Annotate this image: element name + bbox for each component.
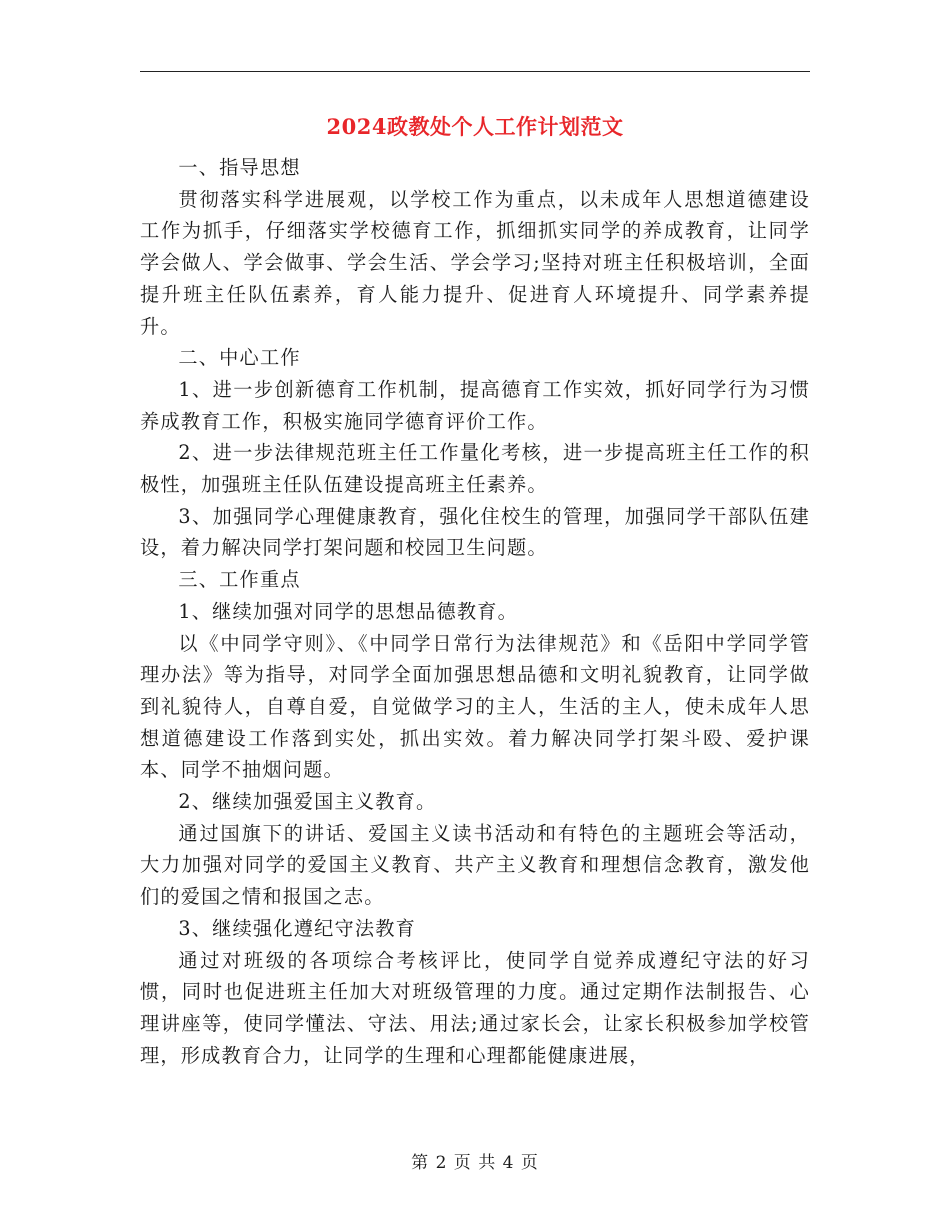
paragraph: 以《中同学守则》、《中同学日常行为法律规范》和《岳阳中学同学管理办法》等为指导，对同学全面加强思想品德和文明礼貌教育，让同学做到礼貌待人，自尊自爱，自觉做学习的主人，生活的主人，使未成年人思想道德建设工作落到实处，抓出实效。着力解决同学打架斗殴、爱护课本、同学不抽烟问题。 [140,631,810,782]
header-rule [140,71,810,72]
paragraph: 2、进一步法律规范班主任工作量化考核，进一步提高班主任工作的积极性，加强班主任队伍建设提高班主任素养。 [140,441,810,497]
paragraph: 通过国旗下的讲话、爱国主义读书活动和有特色的主题班会等活动，大力加强对同学的爱国主义教育、共产主义教育和理想信念教育，激发他们的爱国之情和报国之志。 [140,821,810,909]
paragraph: 3、加强同学心理健康教育，强化住校生的管理，加强同学干部队伍建设，着力解决同学打架问题和校园卫生问题。 [140,504,810,560]
section-heading-core-work: 二、中心工作 [178,346,301,370]
section-heading-guiding-ideology: 一、指导思想 [178,156,301,179]
paragraph: 1、继续加强对同学的思想品德教育。 [178,599,518,623]
document-title: 2024政教处个人工作计划范文 [326,114,624,139]
page-number-footer: 第 2 页 共 4 页 [411,1153,539,1173]
paragraph: 贯彻落实科学进展观，以学校工作为重点，以未成年人思想道德建设工作为抓手，仔细落实学校德育工作，抓细抓实同学的养成教育，让同学学会做人、学会做事、学会生活、学会学习;坚持对班主任积极培训，全面提升班主任队伍素养，育人能力提升、促进育人环境提升、同学素养提升。 [140,187,810,338]
paragraph: 1、进一步创新德育工作机制，提高德育工作实效，抓好同学行为习惯养成教育工作，积极实施同学德育评价工作。 [140,377,810,433]
section-heading-work-focus: 三、工作重点 [178,568,301,592]
paragraph: 通过对班级的各项综合考核评比，使同学自觉养成遵纪守法的好习惯，同时也促进班主任加大对班级管理的力度。通过定期作法制报告、心理讲座等，使同学懂法、守法、用法;通过家长会，让家长积极参加学校管理，形成教育合力，让同学的生理和心理都能健康进展， [140,948,810,1067]
paragraph: 2、继续加强爱国主义教育。 [178,790,437,814]
paragraph: 3、继续强化遵纪守法教育 [178,916,417,940]
document-body [140,152,810,1071]
